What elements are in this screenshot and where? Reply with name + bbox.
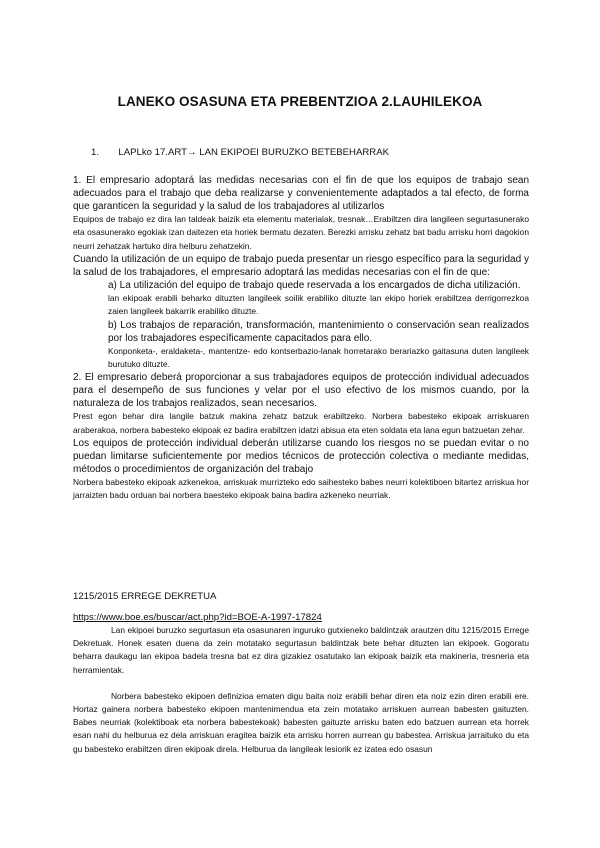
page-title: LANEKO OSASUNA ETA PREBENTZIOA 2.LAUHILEKOA (117, 94, 483, 109)
paragraph-es: Cuando la utilización de un equipo de trabajo pueda presentar un riesgo específico para la seguridad y la salud de los trabajadores, el empresario adoptará las medidas necesarias con el fin de que: (73, 253, 529, 278)
section-body-decree (73, 624, 529, 756)
list-item-eu: Konponketa-, eraldaketa-, mantentze- edo kontserbazio-lanak horretarako berariazko gaitasuna duten langileek burutuko dituzte. (108, 345, 529, 369)
paragraph-es: 2. El empresario deberá proporcionar a sus trabajadores equipos de protección individual adecuados para el desempeño de sus funciones y velar por el uso efectivo de los mismos cuando, por la naturaleza de los trabajos realizados, sean necesarios. (73, 372, 529, 410)
paragraph-eu: Norbera babesteko ekipoen definizioa ematen digu baita noiz erabili behar diren eta noiz ezin diren erabili ere. Hortaz gainera norbera babesteko ekipoen mantenimendua eta zein motatako arriskuen aurrean babesten gaituzten. Babes neurriak (kolektiboak eta norbera babestekoak) babesten gaituzte arrisku baten edo batzuen aurrean eta horrek esan nahi du helburua ez dela arriskuan eragitea baizik eta arrisku horren aurrean gu babestea. Arriskua jarraituko du eta gu babesteko erabiltzen diren ekipoak direla. Helburua da langileak lesiorik ez izatea edo osasun (73, 690, 529, 754)
list-item-es: a) La utilización del equipo de trabajo quede reservada a los encargados de dicha utilización. (108, 280, 521, 292)
boe-link[interactable]: https://www.boe.es/buscar/act.php?id=BOE-A-1997-17824 (73, 612, 322, 623)
list-item-es: b) Los trabajos de reparación, transformación, mantenimiento o conservación sean realizados por los trabajadores específicamente capacitados para ello. (108, 319, 529, 344)
section-body (73, 174, 529, 503)
list-item-eu: lan ekipoak erabili beharko dituzten langileek soilik erabiliko dituzte lan ekipo horiek erabiltzea derrigorrezkoa zaien langileek bakarrik erabiliko dituzte. (108, 293, 529, 317)
paragraph-eu: Equipos de trabajo ez dira lan taldeak baizik eta elementu materialak, tresnak…Erabiltzen dira langileen segurtasunerako eta osasunerako egokiak izan daitezen eta horiek bermatu dezaten. Berezki arrisku zehatz bat badu arrisku horri dagokion neurri zehatzak hartuko dira helburu zehatzekin. (73, 214, 529, 251)
paragraph-es: Los equipos de protección individual deberán utilizarse cuando los riesgos no se puedan evitar o no puedan limitarse suficientemente por medios técnicos de protección colectiva o mediante medidas, métodos o procedimientos de organización del trabajo (73, 437, 529, 476)
section-number: 1. (91, 147, 100, 158)
section-heading-decree: 1215/2015 ERREGE DEKRETUA (73, 591, 217, 602)
paragraph-eu: Norbera babesteko ekipoak azkenekoa, arriskuak murrizteko edo saihesteko babes neurri kolektiboen bitartez arriskua hor jarraizten badu orduan bai norbera baesteko ekipoak baina badira azkeneko neurriak. (73, 477, 529, 501)
paragraph-es: 1. El empresario adoptará las medidas necesarias con el fin de que los equipos de trabajo sean adecuados para el trabajo que deba realizarse y convenientemente adaptados a tal efecto, de forma que garanticen la seguridad y la salud de los trabajadores al utilizarlos (73, 175, 529, 213)
paragraph-eu: Prest egon behar dira langile batzuk makina zehatz batzuk erabiltzeko. Norbera babesteko ekipoak arriskuaren araberakoa, norbera babesteko ekipoak ez badira erabiltzen idatzi abisua eta eten soldata eta lana egun batzuetan zehar. (73, 411, 529, 435)
paragraph-eu: Lan ekipoei buruzko segurtasun eta osasunaren inguruko gutxieneko baldintzak arautzen ditu 1215/2015 Errege Dekretuak. Honek esaten duena da zein motatako segurtasun baldintzak bete behar dituzten lan ekipoek. Gogoratu beharra daukagu lan ekipoa badela tresna bat ez dira gizakiez osatutako lan ekipoak baizik eta makineria, tresneria eta herramientak. (73, 625, 529, 675)
section-heading-text: LAPLko 17.ART→ LAN EKIPOEI BURUZKO BETEBEHARRAK (118, 147, 390, 158)
section-heading (91, 147, 389, 158)
